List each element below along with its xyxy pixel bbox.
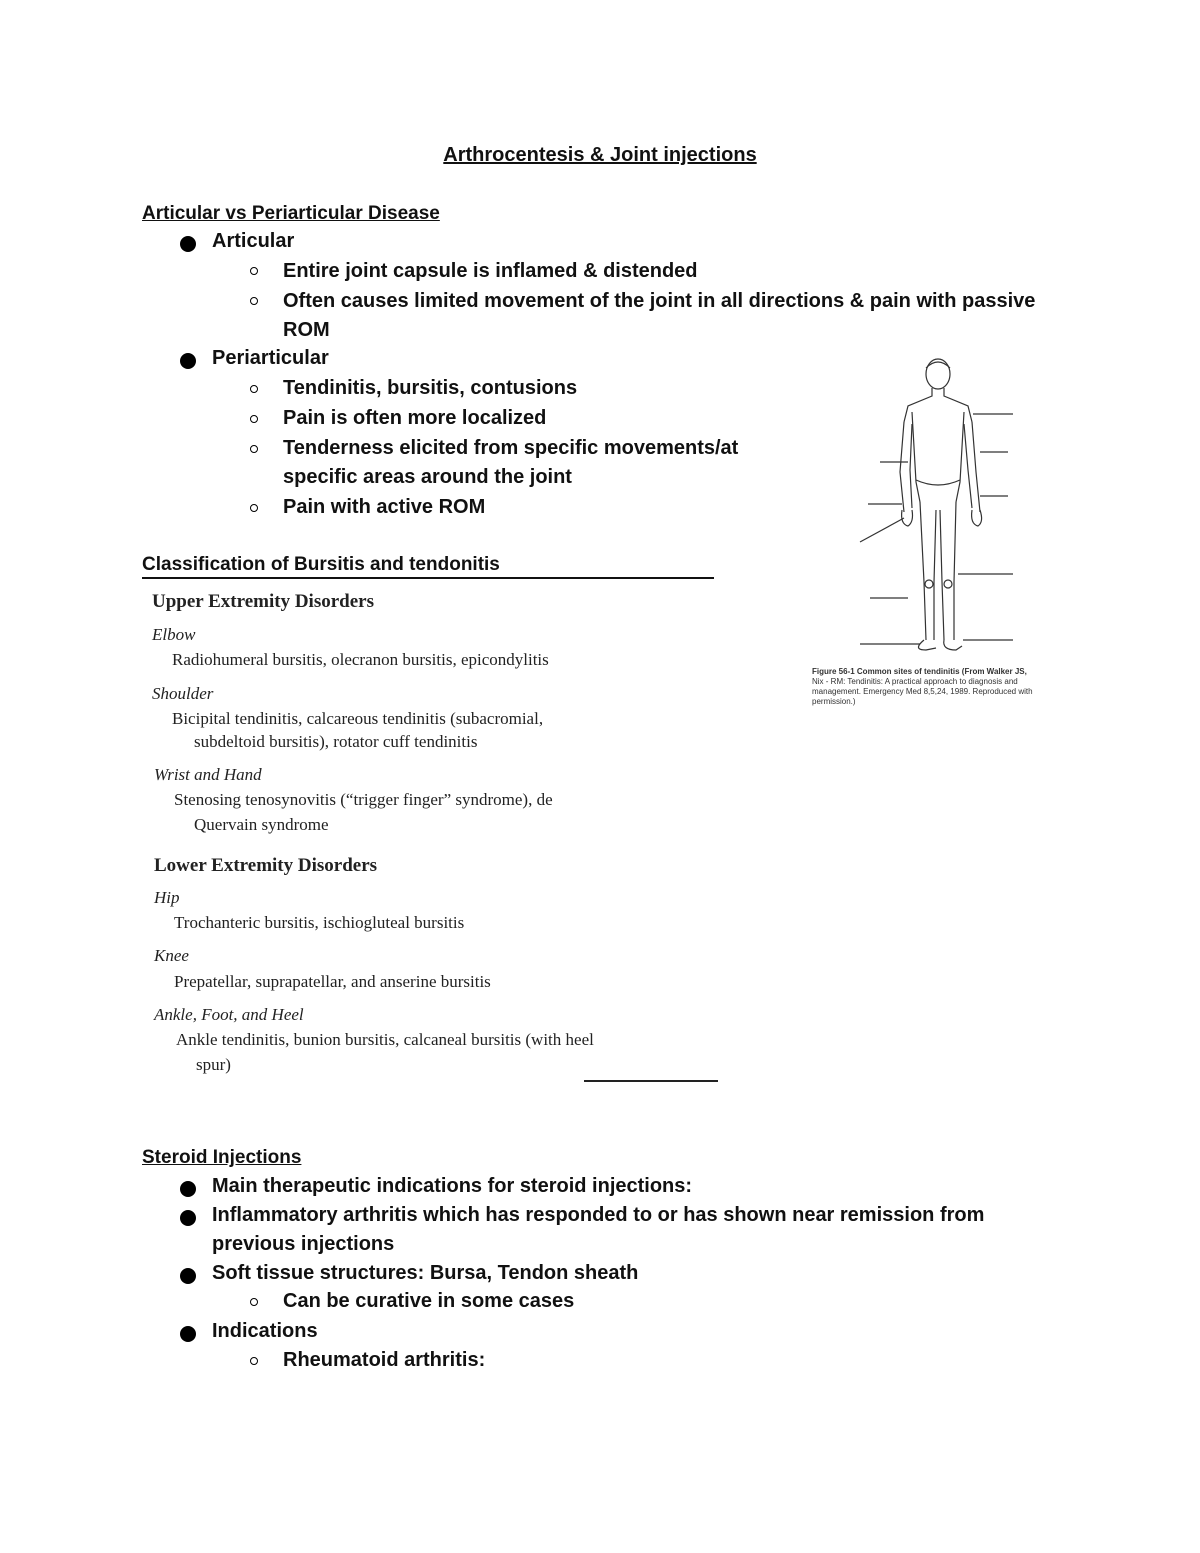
figure-torso-left [912, 412, 920, 502]
disorder-line: Radiohumeral bursitis, olecranon bursitis, epicondylitis [172, 650, 549, 669]
figure-head [926, 359, 950, 389]
figure-right-leg-outer [954, 502, 956, 640]
bullet-icon [180, 1268, 196, 1284]
sub-bullet: Entire joint capsule is inflamed & distended [283, 260, 698, 282]
heading-rule [142, 577, 714, 579]
region-ankle-foot-heel: Ankle, Foot, and Heel [154, 1005, 304, 1024]
sub-bullet: Tendinitis, bursitis, contusions [283, 377, 578, 399]
sub-bullet: Pain is often more localized [283, 407, 547, 429]
bullet-icon [180, 236, 196, 252]
section-heading-steroid: Steroid Injections [142, 1147, 302, 1168]
figure-right-foot [944, 640, 962, 650]
figure-right-arm-outer [972, 422, 980, 512]
table-rule [584, 1080, 718, 1082]
region-shoulder: Shoulder [152, 684, 214, 703]
disorder-line: spur) [196, 1055, 231, 1074]
sub-bullet: Rheumatoid arthritis: [283, 1349, 486, 1371]
region-elbow: Elbow [152, 625, 196, 644]
lower-extremity-title: Lower Extremity Disorders [154, 855, 378, 876]
figure-right-hand [972, 510, 982, 526]
circle-bullet-icon [250, 1357, 258, 1365]
disorder-line: Quervain syndrome [194, 815, 329, 834]
region-wrist-hand: Wrist and Hand [154, 765, 262, 784]
page-title: Arthrocentesis & Joint injections [443, 144, 757, 166]
figure-left-shoulder [904, 388, 932, 422]
disorder-line: Ankle tendinitis, bunion bursitis, calcaneal bursitis (with heel [176, 1030, 594, 1049]
section-heading-classification: Classification of Bursitis and tendonitis [142, 554, 500, 575]
sub-bullet-continuation: specific areas around the joint [283, 466, 572, 488]
body-diagram-figure [808, 352, 1078, 672]
figure-caption-line: Nix - RM: Tendinitis: A practical approach to diagnosis and [812, 677, 1018, 686]
sub-bullet: Pain with active ROM [283, 496, 486, 518]
figure-left-leg-outer [920, 502, 926, 640]
figure-left-arm-inner [910, 424, 912, 508]
circle-bullet-icon [250, 1298, 258, 1306]
figure-left-arm-outer [900, 422, 904, 512]
bullet-icon [180, 1181, 196, 1197]
disorder-line: Stenosing tenosynovitis (“trigger finger” syndrome), de [174, 790, 553, 809]
disorder-line: subdeltoid bursitis), rotator cuff tendinitis [194, 732, 478, 751]
upper-extremity-title: Upper Extremity Disorders [152, 591, 374, 612]
sub-bullet: Tenderness elicited from specific movements/at [283, 437, 739, 459]
figure-left-foot [918, 640, 936, 650]
region-hip: Hip [154, 888, 180, 907]
circle-bullet-icon [250, 504, 258, 512]
figure-right-knee [944, 580, 952, 588]
disorder-line: Trochanteric bursitis, ischiogluteal bursitis [174, 913, 465, 932]
figure-caption-line: Figure 56-1 Common sites of tendinitis (From Walker JS, [812, 667, 1027, 676]
disorder-line: Bicipital tendinitis, calcareous tendinitis (subacromial, [172, 709, 544, 728]
circle-bullet-icon [250, 267, 258, 275]
figure-right-arm-inner [964, 424, 972, 508]
figure-caption-line: permission.) [812, 697, 856, 706]
figure-right-shoulder [944, 388, 972, 422]
figure-torso-right [956, 412, 964, 502]
disorder-line: Prepatellar, suprapatellar, and anserine bursitis [174, 972, 491, 991]
circle-bullet-icon [250, 445, 258, 453]
bullet-icon [180, 1210, 196, 1226]
circle-bullet-icon [250, 385, 258, 393]
figure-right-leg-inner [940, 510, 944, 640]
region-knee: Knee [154, 946, 189, 965]
bullet-inflammatory-arthritis: Inflammatory arthritis which has responded to or has shown near remission from [212, 1204, 985, 1226]
bullet-articular: Articular [212, 230, 295, 252]
sub-bullet: Often causes limited movement of the joint in all directions & pain with passive [283, 290, 1036, 312]
figure-waist [916, 480, 960, 485]
leader-line [860, 518, 904, 542]
bullet-indications: Indications [212, 1320, 318, 1342]
bullet-icon [180, 1326, 196, 1342]
figure-left-leg-inner [934, 510, 936, 640]
bullet-soft-tissue: Soft tissue structures: Bursa, Tendon sheath [212, 1262, 639, 1284]
section-heading-articular: Articular vs Periarticular Disease [142, 203, 440, 224]
sub-bullet: Can be curative in some cases [283, 1290, 575, 1312]
circle-bullet-icon [250, 415, 258, 423]
bullet-main-indications: Main therapeutic indications for steroid injections: [212, 1175, 693, 1197]
bullet-continuation: previous injections [212, 1233, 395, 1255]
figure-left-knee [925, 580, 933, 588]
figure-caption-line: management. Emergency Med 8,5,24, 1989. Reproduced with [812, 687, 1033, 696]
circle-bullet-icon [250, 297, 258, 305]
bullet-icon [180, 353, 196, 369]
bullet-periarticular: Periarticular [212, 347, 329, 369]
sub-bullet-continuation: ROM [283, 319, 330, 341]
figure-caption [812, 667, 1082, 707]
